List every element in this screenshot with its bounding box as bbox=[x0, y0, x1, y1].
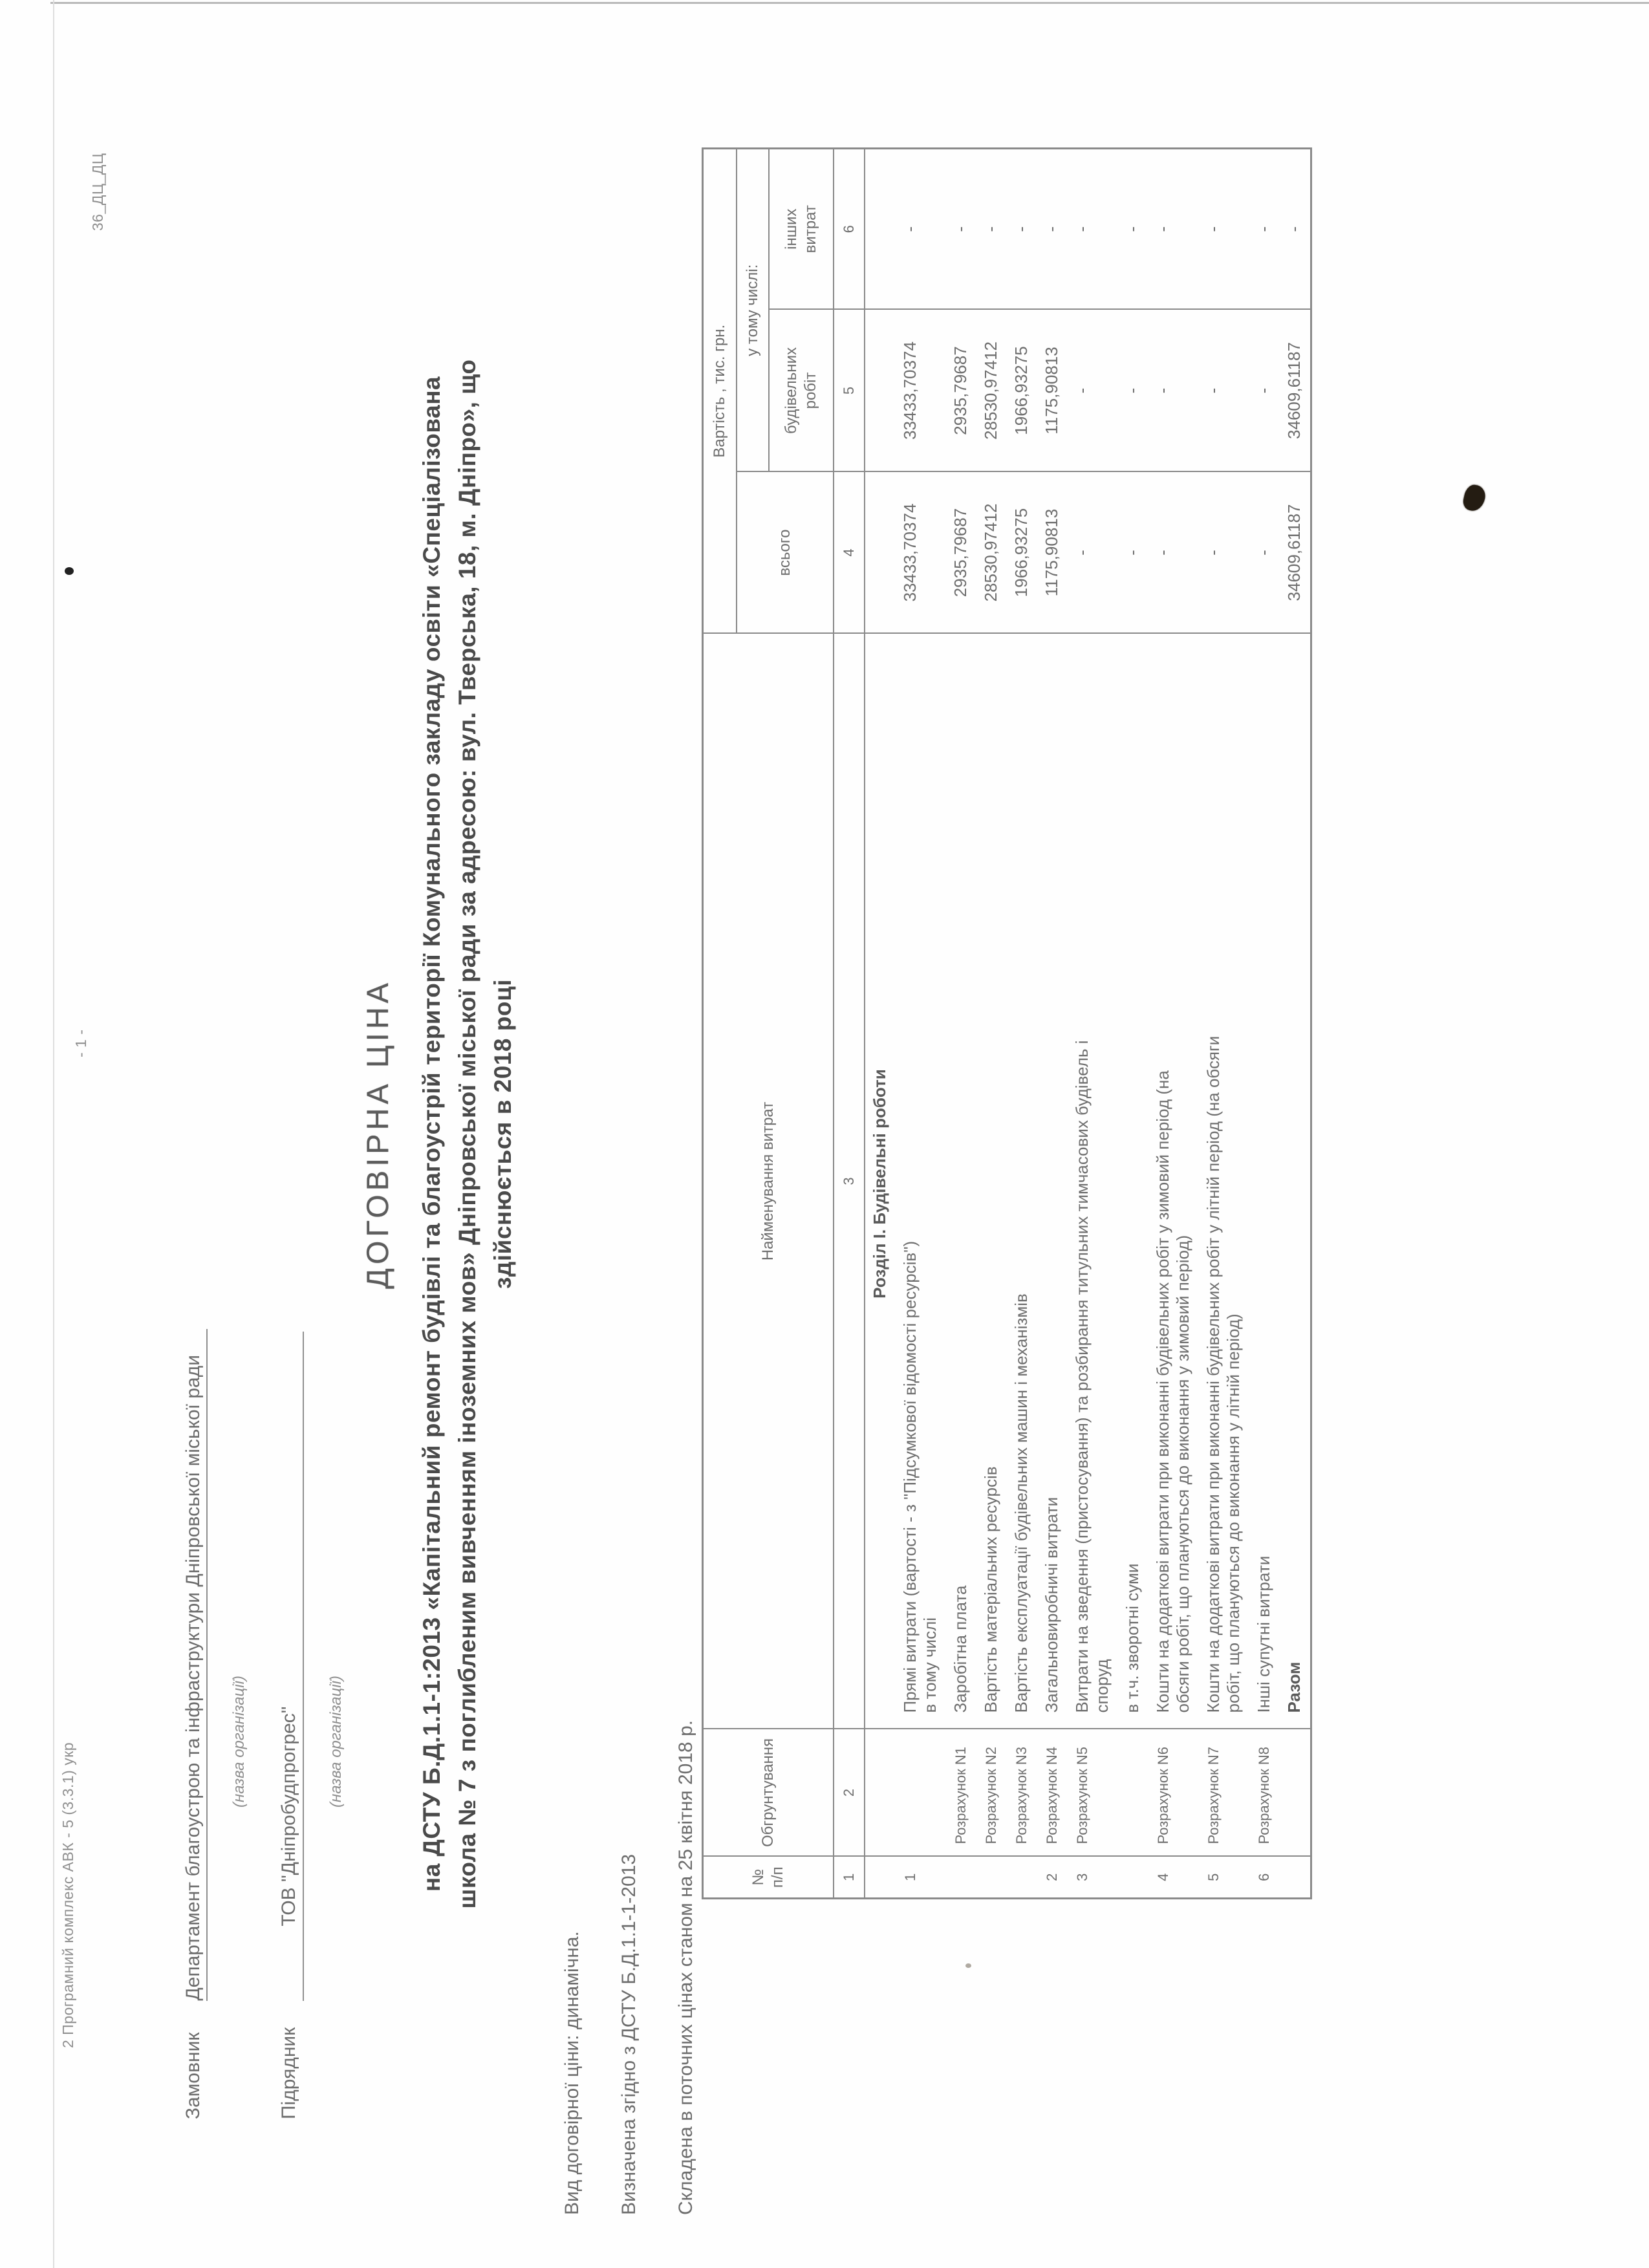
cell-total: 1966,93275 bbox=[1007, 472, 1037, 634]
header-num-line2: п/п bbox=[768, 1866, 786, 1888]
column-number: 1 bbox=[834, 1857, 865, 1899]
expense-name-line: робіт, що плануються до виконання у літній період) bbox=[1223, 1313, 1243, 1713]
cell-row-number bbox=[1118, 1857, 1148, 1899]
header-num bbox=[703, 1857, 834, 1899]
table-row bbox=[1037, 148, 1068, 1898]
header-other-line1: інших bbox=[782, 208, 800, 250]
column-number: 6 bbox=[834, 148, 865, 309]
cell-construction-works bbox=[865, 310, 896, 472]
contractor-name: ТОВ "Дніпробудпрогрес" bbox=[278, 1332, 304, 2001]
column-number: 3 bbox=[834, 634, 865, 1729]
cell-basis: Розрахунок N4 bbox=[1037, 1729, 1068, 1857]
cell-expense-name bbox=[896, 634, 946, 1729]
column-number: 2 bbox=[834, 1729, 865, 1857]
cell-row-number: 1 bbox=[896, 1857, 946, 1899]
cell-row-number bbox=[976, 1857, 1007, 1899]
cell-row-number bbox=[865, 1857, 896, 1899]
table-row bbox=[865, 148, 896, 1898]
cell-total: - bbox=[1068, 472, 1118, 634]
cell-construction-works: - bbox=[1249, 310, 1280, 472]
cell-row-number: 2 bbox=[1037, 1857, 1068, 1899]
cell-row-number: 5 bbox=[1199, 1857, 1249, 1899]
cell-other-costs: - bbox=[1037, 148, 1068, 309]
header-construction-line1: будівельних bbox=[782, 347, 800, 434]
cell-basis: Розрахунок N5 bbox=[1068, 1729, 1118, 1857]
cell-other-costs: - bbox=[1148, 148, 1199, 309]
header-construction-line2: робіт bbox=[801, 372, 819, 409]
table-row bbox=[1148, 148, 1199, 1898]
cell-total: - bbox=[1199, 472, 1249, 634]
cell-other-costs: - bbox=[1068, 148, 1118, 309]
table-row bbox=[1280, 148, 1311, 1898]
expense-name-line: Прямі витрати (вартості - з "Підсумкової відомості ресурсів") bbox=[900, 1240, 920, 1713]
expense-name-line: Вартість матеріальних ресурсів bbox=[980, 1466, 1000, 1713]
file-name-text: 36_ДЦ_ДЦ bbox=[89, 153, 106, 231]
cell-construction-works: 2935,79687 bbox=[946, 310, 976, 472]
customer-line bbox=[182, 1329, 204, 2119]
document-subtitle bbox=[414, 0, 521, 2268]
table-row bbox=[1249, 148, 1280, 1898]
cell-construction-works: 1175,90813 bbox=[1037, 310, 1068, 472]
price-type-line: Вид договірної ціни: динамічна. bbox=[561, 1931, 583, 2215]
expense-name-line: Загальновиробничі витрати bbox=[1041, 1496, 1061, 1713]
column-number: 5 bbox=[834, 310, 865, 472]
cell-other-costs: - bbox=[946, 148, 976, 309]
expense-name-line: Кошти на додаткові витрати при виконанні будівельних робіт у літній період (на обсяги bbox=[1203, 1035, 1223, 1713]
cell-construction-works: - bbox=[1068, 310, 1118, 472]
cell-other-costs: - bbox=[976, 148, 1007, 309]
table-row bbox=[976, 148, 1007, 1898]
document-title: ДОГОВІРНА ЦІНА bbox=[360, 979, 394, 1289]
subtitle-line-3: здійснюється в 2018 році bbox=[490, 978, 516, 1290]
cell-basis: Розрахунок N6 bbox=[1148, 1729, 1199, 1857]
cell-row-number: 4 bbox=[1148, 1857, 1199, 1899]
header-total: всього bbox=[737, 472, 834, 634]
cell-expense-name bbox=[976, 634, 1007, 1729]
cell-row-number bbox=[946, 1857, 976, 1899]
contractor-org-caption: (назва організації) bbox=[327, 1676, 345, 1808]
cell-basis: Розрахунок N2 bbox=[976, 1729, 1007, 1857]
cell-basis bbox=[896, 1729, 946, 1857]
expense-name-line: в т.ч. зворотні суми bbox=[1122, 1563, 1142, 1713]
cell-other-costs: - bbox=[1280, 148, 1311, 309]
cell-expense-name bbox=[946, 634, 976, 1729]
cell-expense-name bbox=[1280, 634, 1311, 1729]
cell-expense-name bbox=[1249, 634, 1280, 1729]
cell-basis bbox=[1280, 1729, 1311, 1857]
cell-other-costs: - bbox=[896, 148, 946, 309]
standard-reference-line: Визначена згідно з ДСТУ Б.Д.1.1-1-2013 bbox=[618, 1853, 640, 2215]
expense-name-line: в тому числі bbox=[920, 1617, 940, 1713]
customer-label: Замовник bbox=[182, 2032, 204, 2119]
cell-total: - bbox=[1118, 472, 1148, 634]
header-basis: Обгрунтування bbox=[703, 1729, 834, 1857]
expense-name-line: споруд bbox=[1092, 1659, 1112, 1713]
cell-other-costs bbox=[865, 148, 896, 309]
cell-total: 33433,70374 bbox=[896, 472, 946, 634]
cell-other-costs: - bbox=[1249, 148, 1280, 309]
cell-basis: Розрахунок N7 bbox=[1199, 1729, 1249, 1857]
cell-total: - bbox=[1249, 472, 1280, 634]
header-cost-group: Вартість , тис. грн. bbox=[703, 148, 737, 633]
expense-name-line: Кошти на додаткові витрати при виконанні будівельних робіт у зимовий період (на bbox=[1152, 1070, 1172, 1713]
cell-basis bbox=[865, 1729, 896, 1857]
page-number: - 1 - bbox=[72, 1029, 89, 1057]
expense-name-line: Витрати на зведення (пристосування) та розбирання титульних тимчасових будівель і bbox=[1072, 1040, 1092, 1713]
cell-expense-name bbox=[1068, 634, 1118, 1729]
cell-expense-name bbox=[1148, 634, 1199, 1729]
cell-basis: Розрахунок N8 bbox=[1249, 1729, 1280, 1857]
expense-name-line: Інші супутні витрати bbox=[1253, 1555, 1273, 1713]
cell-expense-name bbox=[1118, 634, 1148, 1729]
cell-expense-name bbox=[1007, 634, 1037, 1729]
expense-name-line: Вартість експлуатації будівельних машин і механізмів bbox=[1011, 1293, 1031, 1713]
table-row bbox=[1007, 148, 1037, 1898]
cell-other-costs: - bbox=[1007, 148, 1037, 309]
program-name-text: 2 Програмний комплекс АВК - 5 (3.3.1) укр bbox=[59, 1742, 76, 2048]
cost-table-header bbox=[703, 148, 865, 1898]
header-name: Найменування витрат bbox=[703, 634, 834, 1729]
cell-expense-name bbox=[1037, 634, 1068, 1729]
cell-row-number: 6 bbox=[1249, 1857, 1280, 1899]
table-row bbox=[1068, 148, 1118, 1898]
cell-total: 1175,90813 bbox=[1037, 472, 1068, 634]
cell-construction-works: - bbox=[1148, 310, 1199, 472]
contractor-line bbox=[278, 1332, 304, 2119]
cell-construction-works: - bbox=[1199, 310, 1249, 472]
customer-org-caption: (назва організації) bbox=[230, 1676, 248, 1808]
table-row bbox=[1118, 148, 1148, 1898]
expense-name-line: обсяги робіт, що плануються до виконання у зимовий період) bbox=[1172, 1235, 1192, 1713]
expense-name-line: Разом bbox=[1284, 1661, 1304, 1713]
customer-name: Департамент благоустрою та інфраструктури Дніпровської міської ради bbox=[182, 1329, 208, 2001]
cell-expense-name bbox=[1199, 634, 1249, 1729]
cell-total bbox=[865, 472, 896, 634]
header-construction bbox=[769, 310, 834, 472]
header-including: у тому числі: bbox=[737, 148, 769, 471]
contractor-label: Підрядник bbox=[278, 2027, 299, 2119]
cell-basis bbox=[1118, 1729, 1148, 1857]
cost-table bbox=[702, 147, 1312, 1899]
column-number: 4 bbox=[834, 472, 865, 634]
cell-construction-works: - bbox=[1118, 310, 1148, 472]
cell-construction-works: 34609,61187 bbox=[1280, 310, 1311, 472]
cell-row-number bbox=[1007, 1857, 1037, 1899]
cell-construction-works: 28530,97412 bbox=[976, 310, 1007, 472]
cell-total: 2935,79687 bbox=[946, 472, 976, 634]
table-row bbox=[946, 148, 976, 1898]
table-row bbox=[1199, 148, 1249, 1898]
composed-date-line: Складена в поточних цінах станом на 25 квітня 2018 р. bbox=[675, 1720, 696, 2215]
subtitle-line-2: школа № 7 з поглибленим вивченням іноземних мов» Дніпровської міської ради за адресою: вул. Тверська, 18, м. Дніпро», що bbox=[454, 359, 480, 1909]
cell-total: 28530,97412 bbox=[976, 472, 1007, 634]
cell-construction-works: 1966,93275 bbox=[1007, 310, 1037, 472]
header-other bbox=[769, 148, 834, 309]
expense-name-line: Заробітна плата bbox=[950, 1585, 970, 1713]
cell-expense-name bbox=[865, 634, 896, 1729]
table-row bbox=[896, 148, 946, 1898]
header-other-line2: витрат bbox=[801, 205, 819, 254]
cell-construction-works: 33433,70374 bbox=[896, 310, 946, 472]
cell-total: 34609,61187 bbox=[1280, 472, 1311, 634]
cost-table-container bbox=[702, 147, 1312, 1899]
subtitle-line-1: на ДСТУ Б.Д.1.1-1:2013 «Капітальний ремонт будівлі та благоустрій території Комунального закладу освіти «Спеціалізована bbox=[418, 376, 445, 1892]
cell-basis: Розрахунок N3 bbox=[1007, 1729, 1037, 1857]
cell-total: - bbox=[1148, 472, 1199, 634]
cost-table-body bbox=[865, 148, 1311, 1898]
cell-row-number: 3 bbox=[1068, 1857, 1118, 1899]
cell-basis: Розрахунок N1 bbox=[946, 1729, 976, 1857]
header-num-line1: № bbox=[749, 1868, 767, 1886]
column-number-row bbox=[834, 148, 865, 1898]
expense-name-line: Розділ І. Будівельні роботи bbox=[869, 1069, 889, 1299]
cell-row-number bbox=[1280, 1857, 1311, 1899]
cell-other-costs: - bbox=[1199, 148, 1249, 309]
cell-other-costs: - bbox=[1118, 148, 1148, 309]
